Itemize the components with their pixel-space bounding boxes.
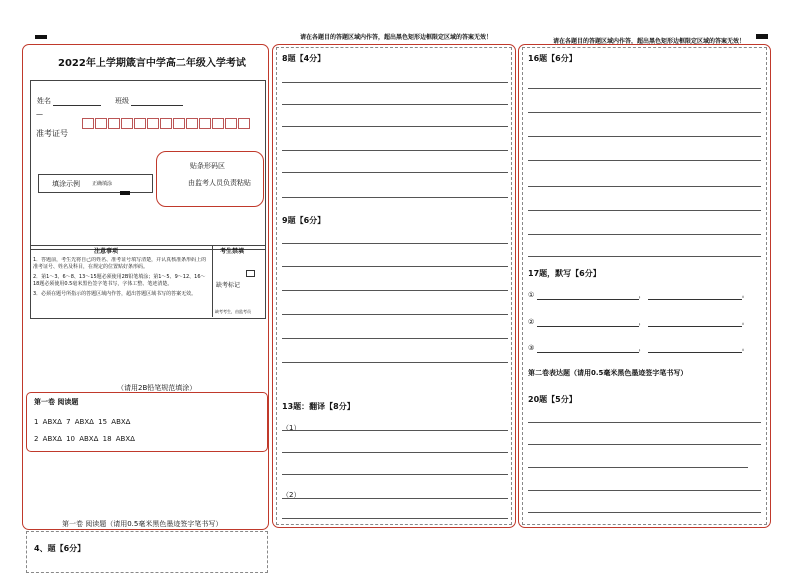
right-inner-border — [522, 47, 767, 525]
answer-line[interactable] — [282, 518, 508, 519]
ticket-digit-box[interactable] — [160, 118, 172, 129]
blank-line[interactable] — [537, 344, 639, 353]
filled-bubble-sample — [120, 191, 130, 195]
name-field[interactable] — [37, 96, 101, 106]
answer-line[interactable] — [528, 512, 761, 513]
answer-line[interactable] — [282, 290, 508, 291]
ticket-digit-box[interactable] — [199, 118, 211, 129]
choice-row[interactable]: 1 ABXΔ 7 ABXΔ 15 ABXΔ — [34, 418, 131, 426]
alignment-mark-top-left — [35, 35, 47, 39]
answer-line[interactable] — [282, 197, 508, 198]
answer-line[interactable] — [528, 112, 761, 113]
answer-line[interactable] — [282, 362, 508, 363]
answer-line[interactable] — [282, 266, 508, 267]
class-field[interactable] — [115, 96, 183, 106]
barcode-subtitle: 由监考人员负责粘贴 — [188, 179, 251, 187]
ticket-digit-box[interactable] — [82, 118, 94, 129]
answer-line[interactable] — [528, 422, 761, 423]
blank-line[interactable] — [648, 344, 742, 353]
q17-item-1[interactable] — [528, 290, 749, 300]
answer-line[interactable] — [282, 314, 508, 315]
choice-row[interactable]: 2 ABXΔ 10 ABXΔ 18 ABXΔ — [34, 435, 135, 443]
ticket-label: 准考证号 — [36, 129, 68, 138]
answer-line[interactable] — [528, 88, 761, 89]
section1-footer: 第一卷 阅读题（请用0.5毫米黑色墨迹签字笔书写） — [62, 520, 223, 528]
answer-line[interactable] — [282, 126, 508, 127]
section2-title: 第二卷表达题（请用0.5毫米黑色墨迹签字笔书写） — [528, 369, 688, 377]
answer-line[interactable] — [282, 243, 508, 244]
absent-checkbox[interactable] — [246, 270, 255, 277]
end-mark: 。 — [741, 344, 749, 352]
q17-item-3[interactable] — [528, 343, 749, 353]
absent-label: 缺考标记 — [216, 282, 241, 289]
class-label: 班级 — [115, 97, 129, 105]
answer-line[interactable] — [528, 256, 761, 257]
dash-mark: — — [36, 110, 43, 118]
absent-note: 缺考考生，由监考员 — [215, 309, 251, 314]
answer-line[interactable] — [528, 444, 761, 445]
mark-title: 考生禁填 — [220, 248, 245, 255]
q4-title: 4、题【6分】 — [34, 544, 86, 553]
q9-title: 9题【6分】 — [282, 216, 326, 225]
answer-line[interactable] — [528, 234, 761, 235]
ticket-digit-box[interactable] — [121, 118, 133, 129]
q8-title: 8题【4分】 — [282, 54, 326, 63]
answer-line[interactable] — [528, 160, 761, 161]
ticket-digit-box[interactable] — [108, 118, 120, 129]
answer-line[interactable] — [282, 452, 508, 453]
answer-line[interactable] — [282, 104, 508, 105]
answer-line[interactable] — [282, 474, 508, 475]
answer-line[interactable] — [282, 338, 508, 339]
note-item: 3．必须在题号所指示的答题区域内作答，超出答题区域书写的答案无效。 — [33, 291, 197, 297]
q13-part2-label: （2） — [282, 491, 301, 499]
notice-right: 请在各题目的答题区域内作答，超出黑色矩形边框限定区域的答案无效！ — [553, 38, 746, 45]
ticket-digit-box[interactable] — [173, 118, 185, 129]
notes-body — [33, 257, 209, 315]
note-item: 1．答题前，考生先将自己的姓名、准考证号填写清楚，并认真核准条形码上的准考证号、姓名及科目，在规定的位置贴好条形码。 — [33, 257, 207, 270]
name-label: 姓名 — [37, 97, 51, 105]
notes-divider — [212, 245, 213, 317]
answer-line[interactable] — [528, 467, 748, 468]
ticket-digit-box[interactable] — [225, 118, 237, 129]
q13-title: 13题：翻译【8分】 — [282, 402, 355, 411]
exam-title: 2022年上学期箴言中学高二年级入学考试 — [58, 58, 246, 69]
choice-hint: （请用2B铅笔规范填涂） — [117, 384, 197, 392]
ticket-digit-box[interactable] — [95, 118, 107, 129]
item-marker: ① — [528, 291, 535, 299]
ticket-digit-box[interactable] — [134, 118, 146, 129]
note-item: 2．第1～3、6～8、13～15题必须使用2B铅笔填涂；第1～5、9～12、16～18题必须使用0.5毫米黑色签字笔书写，字体工整、笔迹清楚。 — [33, 274, 206, 287]
ticket-digit-box[interactable] — [147, 118, 159, 129]
answer-line[interactable] — [282, 172, 508, 173]
ticket-digit-box[interactable] — [212, 118, 224, 129]
answer-line[interactable] — [282, 150, 508, 151]
answer-line[interactable] — [282, 498, 508, 499]
item-marker: ② — [528, 318, 535, 326]
middle-inner-border — [276, 47, 512, 525]
blank-line[interactable] — [648, 291, 742, 300]
blank-line[interactable] — [648, 318, 742, 327]
answer-line[interactable] — [528, 136, 761, 137]
item-marker: ③ — [528, 344, 535, 352]
ticket-number-boxes[interactable] — [82, 118, 250, 129]
fill-example-text: 正确填涂 — [92, 181, 113, 187]
end-mark: 。 — [741, 291, 749, 299]
separator: ， — [638, 291, 646, 299]
answer-line[interactable] — [282, 430, 508, 431]
q16-title: 16题【6分】 — [528, 54, 577, 63]
blank-line[interactable] — [537, 318, 639, 327]
end-mark: 。 — [741, 318, 749, 326]
q17-item-2[interactable] — [528, 317, 749, 327]
separator: ， — [638, 344, 646, 352]
q13-part1-label: （1） — [282, 424, 301, 432]
separator: ， — [638, 318, 646, 326]
q17-title: 17题，默写【6分】 — [528, 269, 601, 278]
answer-line[interactable] — [528, 210, 761, 211]
answer-line[interactable] — [528, 490, 761, 491]
answer-line[interactable] — [528, 186, 761, 187]
section1-title: 第一卷 阅读题 — [34, 398, 79, 406]
barcode-title: 贴条形码区 — [190, 162, 225, 170]
alignment-mark-top-right — [756, 34, 768, 39]
ticket-digit-box[interactable] — [238, 118, 250, 129]
ticket-digit-box[interactable] — [186, 118, 198, 129]
q20-title: 20题【5分】 — [528, 395, 577, 404]
answer-line[interactable] — [282, 82, 508, 83]
fill-example-label: 填涂示例 — [52, 180, 80, 188]
name-input-line[interactable] — [53, 97, 101, 106]
notes-title: 注意事项 — [94, 248, 119, 255]
notice-middle: 请在各题目的答题区域内作答，超出黑色矩形边框限定区域的答案无效！ — [300, 34, 493, 41]
blank-line[interactable] — [537, 291, 639, 300]
class-input-line[interactable] — [131, 97, 183, 106]
